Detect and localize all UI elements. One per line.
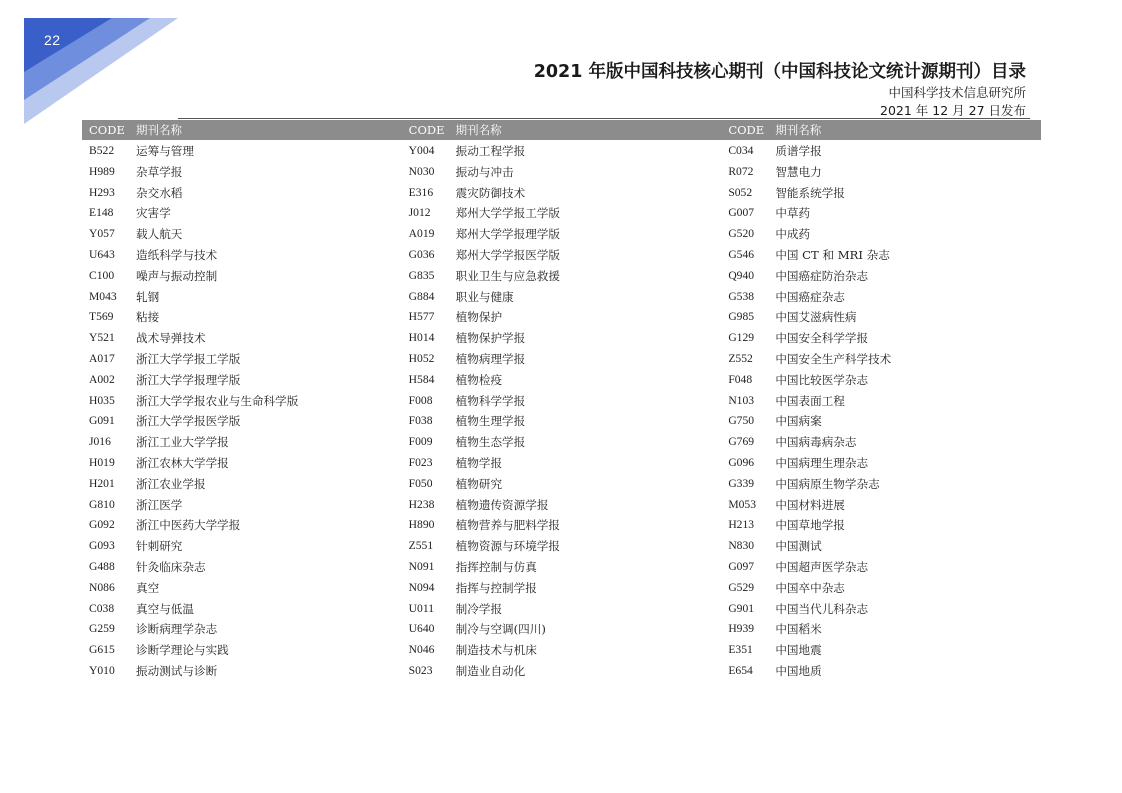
- journal-name: 中国稻米: [775, 622, 822, 637]
- journal-name: 诊断学理论与实践: [136, 643, 229, 658]
- table-row: [402, 619, 722, 640]
- journal-code: G769: [728, 435, 755, 449]
- table-row: [402, 266, 722, 287]
- journal-name: 振动工程学报: [455, 144, 526, 158]
- table-row: [721, 370, 1041, 391]
- journal-name: 真空与低温: [136, 601, 194, 616]
- table-row: [721, 515, 1041, 536]
- table-row: [721, 266, 1041, 287]
- journal-name: 浙江大学学报农业与生命科学版: [136, 393, 299, 408]
- journal-code: G985: [728, 310, 755, 324]
- table-row: [82, 536, 402, 557]
- journal-code: G901: [728, 601, 755, 615]
- journal-name: 诊断病理学杂志: [136, 622, 218, 637]
- journal-code: Y057: [89, 227, 115, 241]
- publisher: 中国科学技术信息研究所: [888, 85, 1026, 100]
- journal-code: G750: [728, 414, 755, 428]
- journal-name: 郑州大学学报工学版: [455, 206, 561, 221]
- journal-name: 中国安全科学学报: [775, 331, 869, 346]
- table-row: [82, 515, 402, 536]
- table-row: [721, 619, 1041, 640]
- journal-code: T569: [89, 310, 114, 324]
- header-group-1: [82, 120, 402, 140]
- journal-name: 轧钢: [136, 289, 160, 304]
- journal-name: 振动测试与诊断: [136, 663, 218, 678]
- journal-code: H035: [89, 393, 115, 407]
- journal-code: H584: [408, 372, 435, 386]
- journal-code: U643: [89, 247, 115, 261]
- column-header-code: CODE: [728, 123, 765, 137]
- journal-code: E316: [408, 185, 434, 199]
- journal-code: G096: [728, 455, 755, 469]
- column-header-name: 期刊名称: [136, 123, 182, 137]
- table-row: [721, 495, 1041, 516]
- table-row: [721, 453, 1041, 474]
- journal-code: R072: [728, 164, 754, 178]
- journal-code: H989: [89, 164, 115, 178]
- journal-code: A019: [408, 227, 435, 241]
- table-row: [82, 141, 402, 162]
- table-row: [721, 599, 1041, 620]
- journal-code: G259: [89, 622, 115, 636]
- journal-code: N103: [728, 393, 755, 407]
- journal-name: 中国测试: [775, 539, 822, 554]
- journal-code: H939: [728, 622, 755, 636]
- journal-code: N094: [408, 580, 435, 594]
- journal-code: G093: [89, 539, 115, 553]
- journal-code: N046: [408, 643, 435, 657]
- journal-code: Y004: [408, 144, 435, 157]
- journal-name: 中国地质: [775, 663, 822, 678]
- journal-code: F038: [408, 414, 433, 428]
- journal-code: C038: [89, 601, 115, 615]
- journal-name: 浙江大学学报医学版: [136, 414, 241, 429]
- journal-code: G092: [89, 518, 115, 532]
- journal-name: 浙江大学学报工学版: [136, 351, 241, 366]
- journal-code: G097: [728, 559, 755, 573]
- journal-code: H019: [89, 455, 115, 469]
- journal-name: 制冷学报: [455, 601, 503, 616]
- table-body: [82, 140, 1041, 682]
- table-row: [402, 370, 722, 391]
- table-row: [82, 495, 402, 516]
- table-row: [82, 183, 402, 204]
- journal-name: 震灾防御技术: [455, 185, 526, 200]
- journal-code: H890: [408, 518, 435, 532]
- table-row: [721, 411, 1041, 432]
- journal-code: Y010: [89, 663, 115, 677]
- journal-code: G810: [89, 497, 115, 511]
- journal-name: 真空: [136, 580, 160, 595]
- table-row: [402, 203, 722, 224]
- table-row: [402, 536, 722, 557]
- journal-name: 郑州大学学报理学版: [455, 227, 561, 242]
- table-row: [402, 453, 722, 474]
- journal-name: 中国卒中杂志: [775, 580, 845, 595]
- table-row: [82, 474, 402, 495]
- table-row: [402, 432, 722, 453]
- journal-code: C034: [728, 144, 754, 157]
- table-row: [402, 349, 722, 370]
- journal-code: H014: [408, 331, 435, 345]
- table-row: [82, 245, 402, 266]
- table-row: [402, 661, 722, 682]
- journal-code: J012: [408, 206, 431, 220]
- journal-code: F008: [408, 393, 433, 407]
- journal-name: 浙江中医药大学学报: [136, 518, 241, 533]
- journal-name: 浙江工业大学学报: [136, 435, 229, 450]
- table-row: [402, 183, 722, 204]
- table-row: [82, 661, 402, 682]
- journal-name: 植物科学学报: [455, 393, 526, 408]
- journal-name: 质谱学报: [775, 144, 822, 158]
- journal-name: 制造技术与机床: [455, 643, 537, 658]
- table-row: [402, 287, 722, 308]
- journal-code: G538: [728, 289, 755, 303]
- journal-name: 中国艾滋病性病: [775, 310, 857, 325]
- table-column-2: [402, 141, 722, 682]
- table-row: [82, 557, 402, 578]
- journal-name: 植物生态学报: [455, 435, 526, 450]
- journal-name: 中国比较医学杂志: [775, 372, 869, 387]
- journal-code: G129: [728, 331, 755, 345]
- journal-name: 浙江医学: [136, 497, 183, 512]
- journal-code: H201: [89, 476, 115, 490]
- journal-name: 浙江农业学报: [136, 476, 206, 491]
- journal-code: M053: [728, 497, 757, 511]
- table-row: [402, 162, 722, 183]
- table-column-1: [82, 141, 402, 682]
- journal-code: E654: [728, 663, 753, 677]
- journal-name: 植物检疫: [455, 372, 503, 387]
- journal-name: 中国 CT 和 MRI 杂志: [775, 247, 890, 262]
- journal-code: G884: [408, 289, 435, 303]
- page-title: 2021 年版中国科技核心期刊（中国科技论文统计源期刊）目录: [533, 62, 1026, 82]
- journal-code: H213: [728, 518, 755, 532]
- table-row: [402, 141, 722, 162]
- journal-name: 中国草地学报: [775, 518, 845, 533]
- journal-name: 植物生理学报: [455, 414, 526, 429]
- journal-name: 指挥控制与仿真: [455, 559, 537, 574]
- column-header-code: CODE: [89, 123, 125, 137]
- table-row: [721, 224, 1041, 245]
- journal-name: 造纸科学与技术: [136, 247, 218, 262]
- table-row: [402, 307, 722, 328]
- journal-code: E351: [728, 643, 753, 657]
- column-header-code: CODE: [408, 123, 445, 137]
- table-row: [721, 578, 1041, 599]
- journal-code: G546: [728, 247, 755, 261]
- header-rule: [178, 118, 1030, 119]
- column-header-name: 期刊名称: [775, 123, 822, 137]
- table-row: [82, 328, 402, 349]
- journal-name: 中国安全生产科学技术: [775, 351, 892, 366]
- table-row: [82, 370, 402, 391]
- journal-name: 粘接: [136, 310, 160, 325]
- journal-code: H577: [408, 310, 435, 324]
- table-row: [721, 536, 1041, 557]
- journal-code: F050: [408, 476, 433, 490]
- journal-name: 灾害学: [136, 206, 171, 221]
- journal-code: F023: [408, 455, 433, 469]
- journal-code: U640: [408, 622, 435, 636]
- journal-code: U011: [408, 601, 434, 615]
- journal-name: 杂交水稻: [136, 185, 183, 200]
- journal-name: 植物资源与环境学报: [455, 539, 561, 554]
- table-row: [82, 578, 402, 599]
- table-row: [721, 661, 1041, 682]
- journal-name: 郑州大学学报医学版: [455, 247, 561, 262]
- journal-name: 战术导弹技术: [136, 331, 206, 346]
- journal-name: 植物遗传资源学报: [455, 497, 549, 512]
- journal-code: G007: [728, 206, 755, 220]
- table-row: [82, 349, 402, 370]
- table-row: [402, 578, 722, 599]
- journal-code: B522: [89, 144, 115, 157]
- table-row: [402, 515, 722, 536]
- column-header-name: 期刊名称: [455, 123, 502, 137]
- table-row: [82, 640, 402, 661]
- journal-name: 中国地震: [775, 643, 822, 658]
- journal-code: C100: [89, 268, 115, 282]
- journal-code: A002: [89, 372, 115, 386]
- table-row: [721, 141, 1041, 162]
- journal-name: 中国表面工程: [775, 393, 845, 408]
- journal-name: 浙江大学学报理学版: [136, 372, 241, 387]
- table-row: [82, 619, 402, 640]
- journal-code: H238: [408, 497, 435, 511]
- table-row: [721, 432, 1041, 453]
- journal-name: 智慧电力: [775, 164, 822, 179]
- journal-code: Z551: [408, 539, 434, 553]
- journal-name: 植物学报: [455, 455, 503, 470]
- journal-code: S023: [408, 663, 433, 677]
- table-row: [402, 640, 722, 661]
- journal-code: Q940: [728, 268, 755, 282]
- corner-decoration: [0, 0, 190, 130]
- header-group-2: [402, 120, 722, 140]
- table-row: [721, 162, 1041, 183]
- journal-name: 中国当代儿科杂志: [775, 601, 869, 616]
- journal-name: 中国超声医学杂志: [775, 559, 869, 574]
- table-row: [402, 328, 722, 349]
- table-row: [402, 495, 722, 516]
- journal-name: 中国病原生物学杂志: [775, 476, 880, 491]
- table-row: [402, 245, 722, 266]
- journal-name: 中国病理生理杂志: [775, 455, 869, 470]
- table-row: [721, 183, 1041, 204]
- journal-code: G339: [728, 476, 755, 490]
- table-row: [402, 557, 722, 578]
- journal-table: [82, 120, 1041, 682]
- table-row: [82, 162, 402, 183]
- journal-name: 中国材料进展: [775, 497, 845, 512]
- table-row: [721, 287, 1041, 308]
- table-row: [82, 432, 402, 453]
- journal-name: 制冷与空调(四川): [455, 622, 546, 637]
- journal-code: F048: [728, 372, 753, 386]
- journal-code: N091: [408, 559, 435, 573]
- journal-name: 针灸临床杂志: [136, 559, 206, 574]
- table-row: [82, 224, 402, 245]
- publish-date: 2021 年 12 月 27 日发布: [880, 103, 1026, 118]
- table-row: [721, 203, 1041, 224]
- table-row: [721, 640, 1041, 661]
- journal-name: 针刺研究: [136, 539, 183, 554]
- journal-code: G520: [728, 227, 755, 241]
- journal-name: 浙江农林大学学报: [136, 455, 229, 470]
- table-row: [402, 391, 722, 412]
- journal-name: 植物保护学报: [455, 331, 526, 346]
- journal-code: G036: [408, 247, 435, 261]
- journal-name: 杂草学报: [136, 164, 183, 179]
- journal-code: N830: [728, 539, 755, 553]
- journal-code: E148: [89, 206, 114, 220]
- table-row: [82, 391, 402, 412]
- journal-name: 指挥与控制学报: [455, 580, 537, 595]
- journal-code: S052: [728, 185, 753, 199]
- journal-code: N030: [408, 164, 435, 178]
- journal-name: 中草药: [775, 206, 811, 221]
- journal-code: J016: [89, 435, 111, 449]
- journal-code: G488: [89, 559, 115, 573]
- journal-name: 中成药: [775, 227, 811, 242]
- journal-code: H052: [408, 351, 435, 365]
- journal-name: 中国病案: [775, 414, 822, 429]
- page-number: 22: [44, 32, 61, 48]
- journal-name: 植物营养与肥料学报: [455, 518, 561, 533]
- table-column-3: [721, 141, 1041, 682]
- table-row: [82, 307, 402, 328]
- journal-name: 职业卫生与应急救援: [455, 268, 561, 283]
- table-row: [402, 474, 722, 495]
- table-row: [721, 307, 1041, 328]
- journal-name: 职业与健康: [455, 289, 514, 304]
- journal-name: 振动与冲击: [455, 164, 514, 179]
- journal-name: 噪声与振动控制: [136, 268, 218, 283]
- journal-name: 植物病理学报: [455, 351, 526, 366]
- journal-code: A017: [89, 351, 115, 365]
- journal-name: 植物研究: [455, 476, 503, 491]
- table-row: [721, 557, 1041, 578]
- journal-name: 运筹与管理: [136, 144, 194, 158]
- journal-code: G835: [408, 268, 435, 282]
- table-row: [402, 411, 722, 432]
- journal-name: 载人航天: [136, 227, 183, 242]
- journal-code: H293: [89, 185, 115, 199]
- journal-code: G091: [89, 414, 115, 428]
- journal-code: N086: [89, 580, 115, 594]
- journal-name: 智能系统学报: [775, 185, 845, 200]
- journal-name: 中国癌症杂志: [775, 289, 845, 304]
- table-row: [82, 287, 402, 308]
- table-row: [82, 599, 402, 620]
- journal-code: F009: [408, 435, 433, 449]
- table-row: [402, 599, 722, 620]
- journal-code: Z552: [728, 351, 753, 365]
- journal-code: M043: [89, 289, 117, 303]
- table-row: [721, 474, 1041, 495]
- journal-code: G615: [89, 643, 115, 657]
- table-row: [82, 411, 402, 432]
- table-row: [82, 203, 402, 224]
- table-row: [402, 224, 722, 245]
- journal-name: 中国癌症防治杂志: [775, 268, 869, 283]
- table-row: [82, 453, 402, 474]
- journal-name: 植物保护: [455, 310, 503, 325]
- table-row: [721, 328, 1041, 349]
- journal-name: 中国病毒病杂志: [775, 435, 857, 450]
- journal-name: 制造业自动化: [455, 663, 526, 678]
- table-row: [721, 245, 1041, 266]
- table-row: [721, 349, 1041, 370]
- journal-code: Y521: [89, 331, 115, 345]
- journal-code: G529: [728, 580, 755, 594]
- table-row: [721, 391, 1041, 412]
- header-group-3: [721, 120, 1041, 140]
- table-header: [82, 120, 1041, 140]
- table-row: [82, 266, 402, 287]
